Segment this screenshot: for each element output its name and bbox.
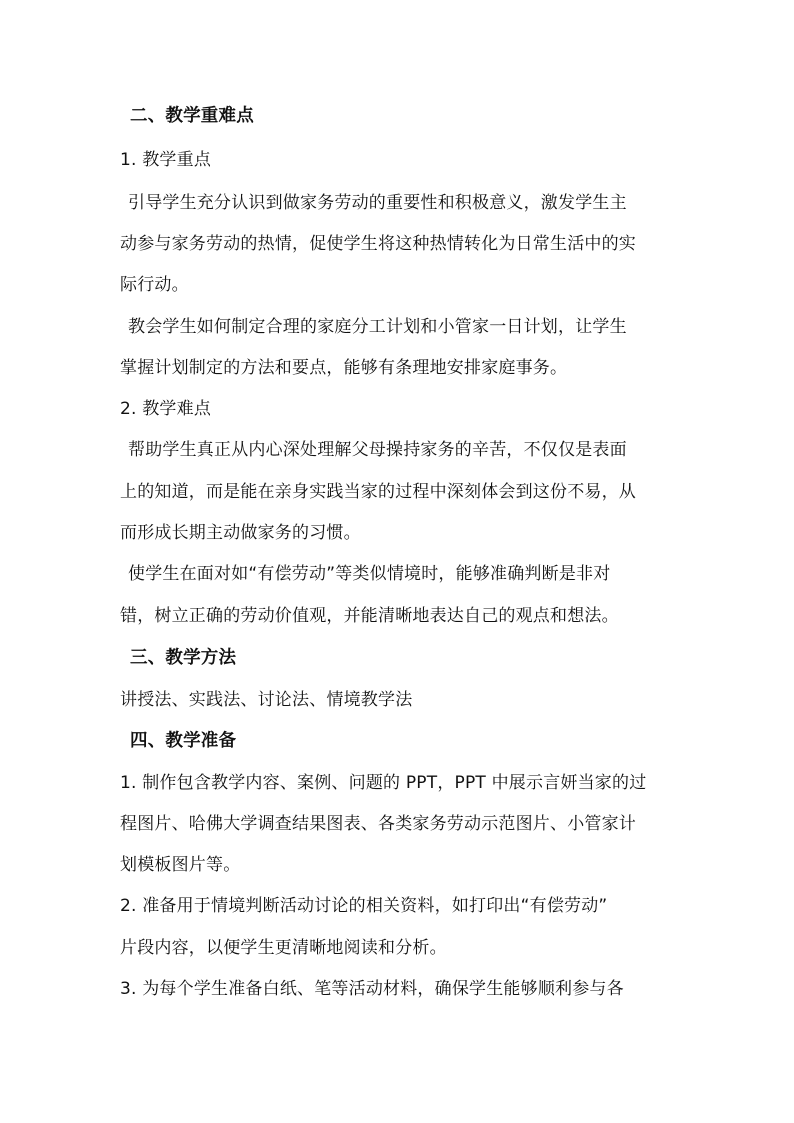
section-heading-teaching-methods: 三、教学方法 (130, 648, 237, 668)
preparation-item-line: 片段内容，以便学生更清晰地阅读和分析。 (120, 938, 447, 958)
preparation-item-line: 2. 准备用于情境判断活动讨论的相关资料，如打印出“有偿劳动” (120, 896, 608, 916)
paragraph-line: 而形成长期主动做家务的习惯。 (120, 523, 361, 543)
paragraph-line: 错，树立正确的劳动价值观，并能清晰地表达自己的观点和想法。 (120, 606, 619, 626)
paragraph-line: 动参与家务劳动的热情，促使学生将这种热情转化为日常生活中的实 (120, 234, 636, 254)
paragraph-line: 上的知道，而是能在亲身实践当家的过程中深刻体会到这份不易，从 (120, 482, 636, 502)
paragraph-line: 使学生在面对如“有偿劳动”等类似情境时，能够准确判断是非对 (128, 564, 611, 584)
preparation-item-line: 程图片、哈佛大学调查结果图表、各类家务劳动示范图片、小管家计 (120, 814, 636, 834)
subheading-difficult-points: 2. 教学难点 (120, 399, 212, 419)
paragraph-line: 际行动。 (120, 275, 189, 295)
preparation-item-line: 3. 为每个学生准备白纸、笔等活动材料，确保学生能够顺利参与各 (120, 979, 624, 999)
paragraph-line: 掌握计划制定的方法和要点，能够有条理地安排家庭事务。 (120, 358, 568, 378)
subheading-key-points: 1. 教学重点 (120, 150, 212, 170)
paragraph-line: 教会学生如何制定合理的家庭分工计划和小管家一日计划，让学生 (128, 317, 627, 337)
paragraph-line: 引导学生充分认识到做家务劳动的重要性和积极意义，激发学生主 (128, 193, 627, 213)
section-heading-key-difficult-points: 二、教学重难点 (130, 106, 254, 126)
preparation-item-line: 划模板图片等。 (120, 855, 241, 875)
section-heading-teaching-preparation: 四、教学准备 (130, 731, 237, 751)
teaching-methods-text: 讲授法、实践法、讨论法、情境教学法 (120, 690, 413, 710)
paragraph-line: 帮助学生真正从内心深处理解父母操持家务的辛苦，不仅仅是表面 (128, 440, 627, 460)
preparation-item-line: 1. 制作包含教学内容、案例、问题的 PPT，PPT 中展示言妍当家的过 (120, 773, 647, 793)
